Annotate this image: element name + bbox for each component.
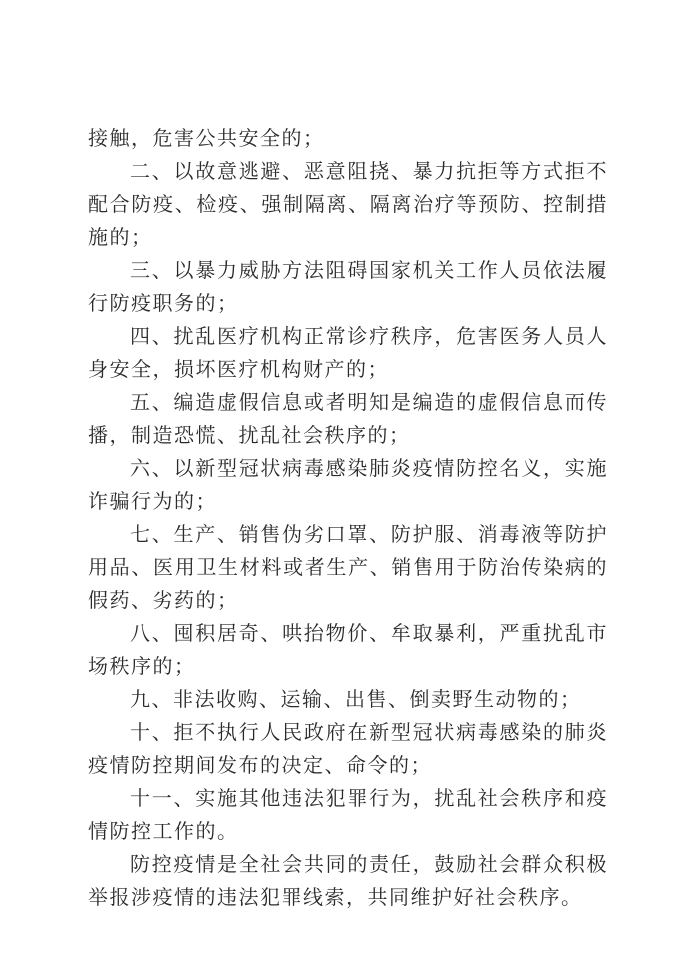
paragraph-item-7: 七、生产、销售伪劣口罩、防护服、消毒液等防护用品、医用卫生材料或者生产、销售用于防治传染病的假药、劣药的； <box>88 522 608 612</box>
paragraph-item-11: 十一、实施其他违法犯罪行为，扰乱社会秩序和疫情防控工作的。 <box>88 786 608 843</box>
paragraph-item-2: 二、以故意逃避、恶意阻挠、暴力抗拒等方式拒不配合防疫、检疫、强制隔离、隔离治疗等预防、控制措施的； <box>88 159 608 249</box>
paragraph-item-5: 五、编造虚假信息或者明知是编造的虚假信息而传播，制造恐慌、扰乱社会秩序的； <box>88 390 608 447</box>
paragraph-item-3: 三、以暴力威胁方法阻碍国家机关工作人员依法履行防疫职务的； <box>88 258 608 315</box>
paragraph-closing: 防控疫情是全社会共同的责任，鼓励社会群众积极举报涉疫情的违法犯罪线索，共同维护好社会秩序。 <box>88 852 608 909</box>
paragraph-item-10: 十、拒不执行人民政府在新型冠状病毒感染的肺炎疫情防控期间发布的决定、命令的； <box>88 720 608 777</box>
paragraph-item-9: 九、非法收购、运输、出售、倒卖野生动物的； <box>130 687 582 711</box>
paragraph-item-4: 四、扰乱医疗机构正常诊疗秩序，危害医务人员人身安全，损坏医疗机构财产的； <box>88 324 608 381</box>
paragraph-item-6: 六、以新型冠状病毒感染肺炎疫情防控名义，实施诈骗行为的； <box>88 456 608 513</box>
paragraph-continuation: 接触，危害公共安全的； <box>88 126 325 150</box>
paragraph-item-8: 八、囤积居奇、哄抬物价、牟取暴利，严重扰乱市场秩序的； <box>88 621 608 678</box>
document-body <box>88 122 608 914</box>
